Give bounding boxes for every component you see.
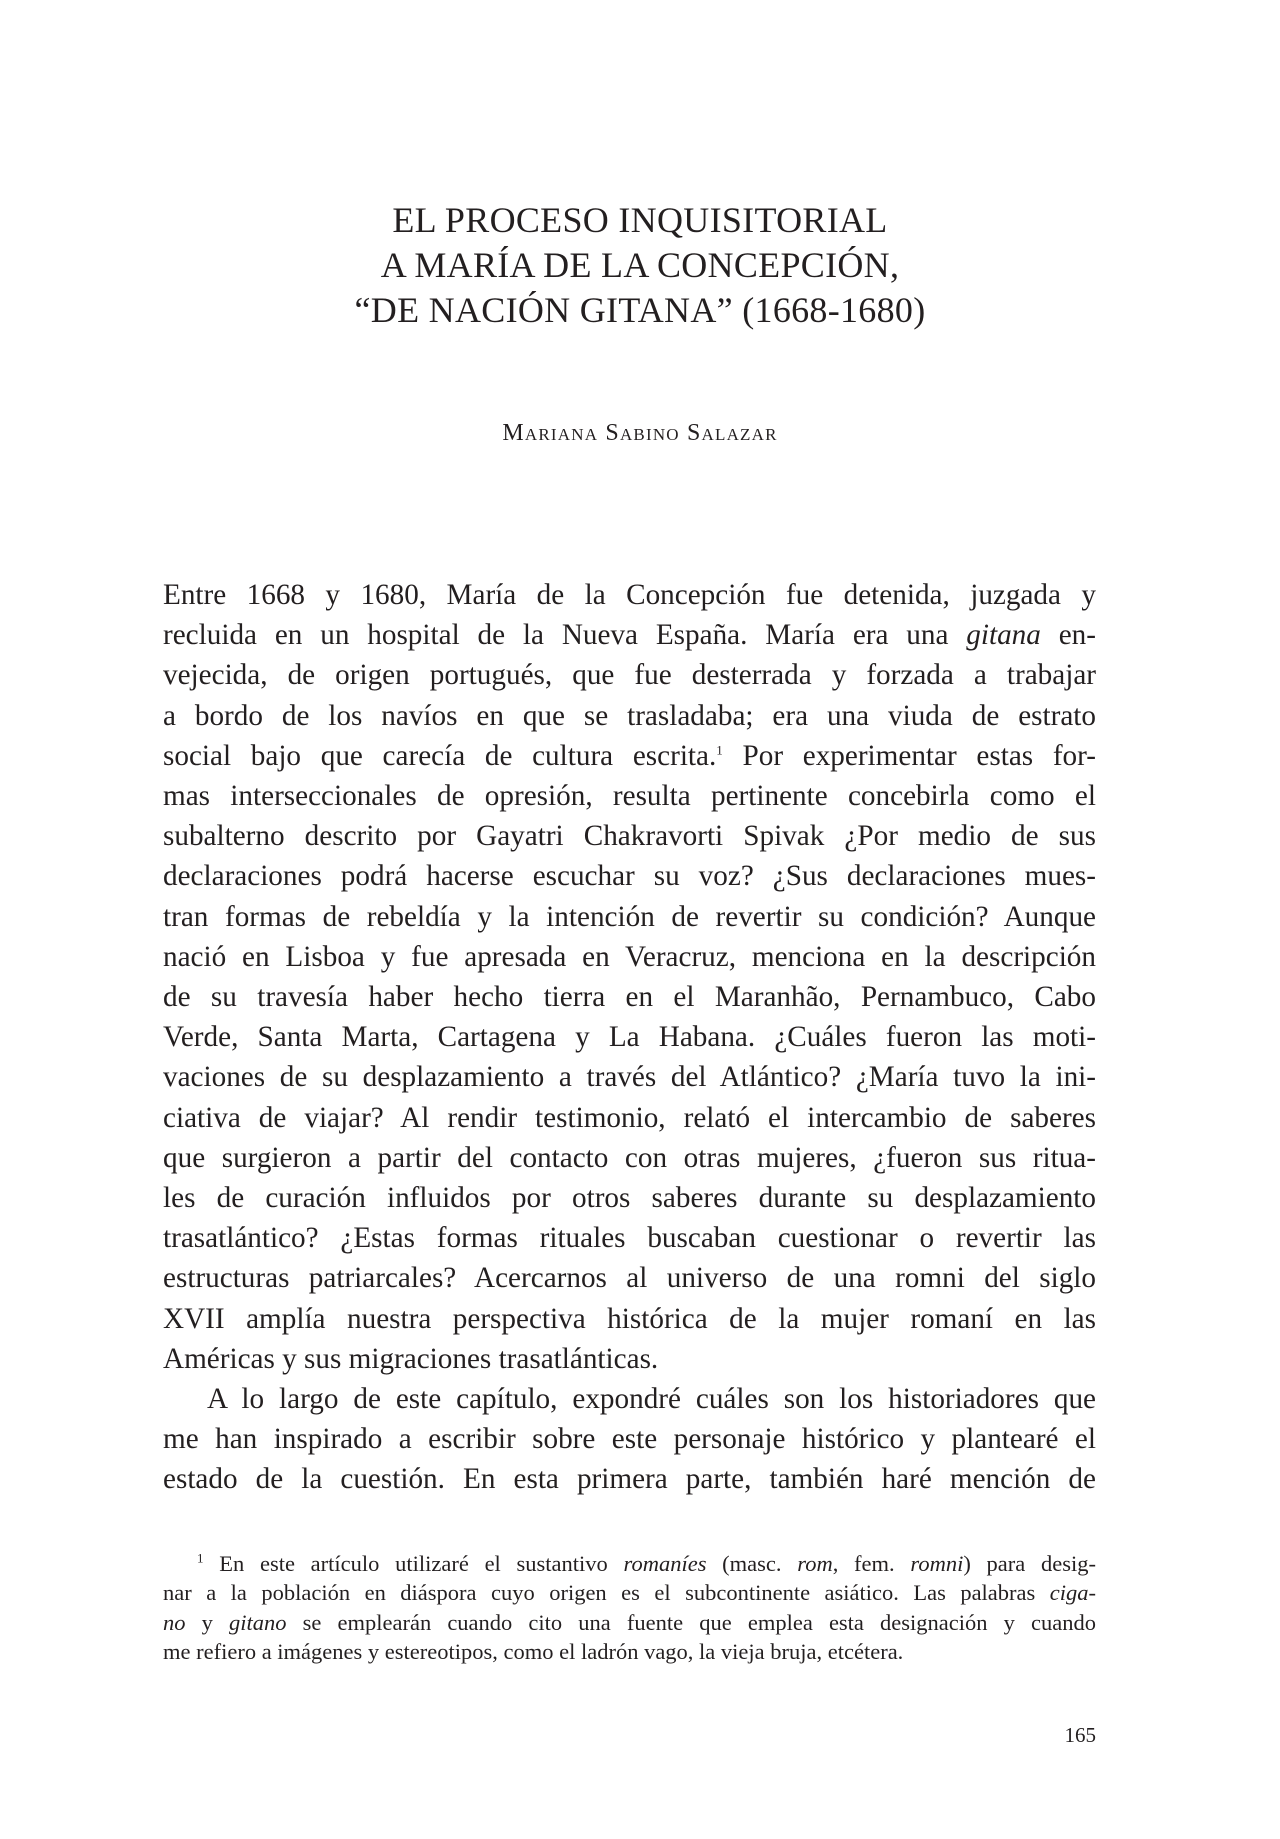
italic-term: rom <box>797 1551 833 1576</box>
text-line: que surgieron a partir del contacto con otras mujeres, ¿fueron sus ritua- <box>163 1141 1096 1174</box>
footnote-line <box>163 1578 1096 1607</box>
text-line: declaraciones podrá hacerse escuchar su voz? ¿Sus declaraciones mues- <box>163 860 1096 893</box>
footnotes <box>163 1549 1096 1666</box>
paragraph-2 <box>163 1379 1096 1500</box>
body-text <box>163 575 1096 1500</box>
text-line: Verde, Santa Marta, Cartagena y La Habana. ¿Cuáles fueron las moti- <box>163 1021 1096 1054</box>
text-span: , fem. <box>832 1551 911 1576</box>
text-span: recluida en un hospital de la Nueva España. María era una <box>163 619 967 652</box>
text-span: En este artículo utilizaré el sustantivo <box>203 1551 624 1576</box>
text-line <box>163 615 1096 655</box>
text-line: mas interseccionales de opresión, resulta pertinente concebirla como el <box>163 780 1096 813</box>
italic-term: no <box>163 1609 186 1635</box>
text-line: subalterno descrito por Gayatri Chakravorti Spivak ¿Por medio de sus <box>163 820 1096 853</box>
footnote-reference[interactable]: 1 <box>716 742 723 758</box>
page-number: 165 <box>1064 1723 1096 1747</box>
text-span: Por experimentar estas for- <box>722 739 1096 772</box>
text-span: y <box>185 1609 229 1635</box>
text-line <box>163 736 1096 776</box>
italic-term: ciga- <box>1049 1580 1096 1606</box>
footnote-line <box>163 1608 1096 1637</box>
text-span: social bajo que carecía de cultura escrita. <box>163 739 717 772</box>
text-span: en- <box>1040 619 1096 652</box>
text-line: A lo largo de este capítulo, expondré cuáles son los historiadores que <box>207 1383 1096 1416</box>
text-span: ) para desig- <box>963 1551 1096 1576</box>
text-line: me han inspirado a escribir sobre este personaje histórico y plantearé el <box>163 1423 1096 1456</box>
text-line: a bordo de los navíos en que se trasladaba; era una viuda de estrato <box>163 699 1096 732</box>
text-line: trasatlántico? ¿Estas formas rituales buscaban cuestionar o revertir las <box>163 1222 1096 1255</box>
text-line: ciativa de viajar? Al rendir testimonio, relató el intercambio de saberes <box>163 1101 1096 1134</box>
text-line: estado de la cuestión. En esta primera parte, también haré mención de <box>163 1463 1096 1496</box>
text-line: nació en Lisboa y fue apresada en Veracruz, menciona en la descripción <box>163 940 1096 973</box>
text-line: Américas y sus migraciones trasatlánticas. <box>163 1342 659 1375</box>
title-line-2: A MARÍA DE LA CONCEPCIÓN, <box>380 245 900 285</box>
text-line: vejecida, de origen portugués, que fue desterrada y forzada a trabajar <box>163 659 1096 692</box>
italic-term: romni <box>910 1551 964 1576</box>
italic-term: gitana <box>966 619 1041 652</box>
footnote-marker: 1 <box>197 1550 204 1566</box>
text-line: les de curación influidos por otros saberes durante su desplazamiento <box>163 1182 1096 1215</box>
author-name: Mariana Sabino Salazar <box>502 420 778 446</box>
italic-term: romaníes <box>623 1551 707 1576</box>
text-line: XVII amplía nuestra perspectiva histórica de la mujer romaní en las <box>163 1302 1096 1335</box>
text-span: se emplearán cuando cito una fuente que emplea esta designación y cuando <box>286 1609 1096 1635</box>
text-span: nar a la población en diáspora cuyo origen es el subcontinente asiático. Las palabras <box>163 1580 1050 1606</box>
title-line-1: EL PROCESO INQUISITORIAL <box>392 200 888 240</box>
footnote-line: me refiero a imágenes y estereotipos, como el ladrón vago, la vieja bruja, etcétera. <box>163 1638 904 1664</box>
text-line: estructuras patriarcales? Acercarnos al universo de una romni del siglo <box>163 1262 1096 1295</box>
text-line: de su travesía haber hecho tierra en el Maranhão, Pernambuco, Cabo <box>163 981 1096 1014</box>
text-line: tran formas de rebeldía y la intención de revertir su condición? Aunque <box>163 900 1096 933</box>
title-line-3: “DE NACIÓN GITANA” (1668-1680) <box>354 290 926 330</box>
text-line: vaciones de su desplazamiento a través del Atlántico? ¿María tuvo la ini- <box>163 1061 1096 1094</box>
chapter-title <box>0 198 1280 333</box>
paragraph-1 <box>163 575 1096 1379</box>
text-span: (masc. <box>706 1551 798 1576</box>
italic-term: gitano <box>229 1609 287 1635</box>
footnote-line <box>163 1549 1096 1578</box>
text-line: Entre 1668 y 1680, María de la Concepción fue detenida, juzgada y <box>163 579 1096 611</box>
